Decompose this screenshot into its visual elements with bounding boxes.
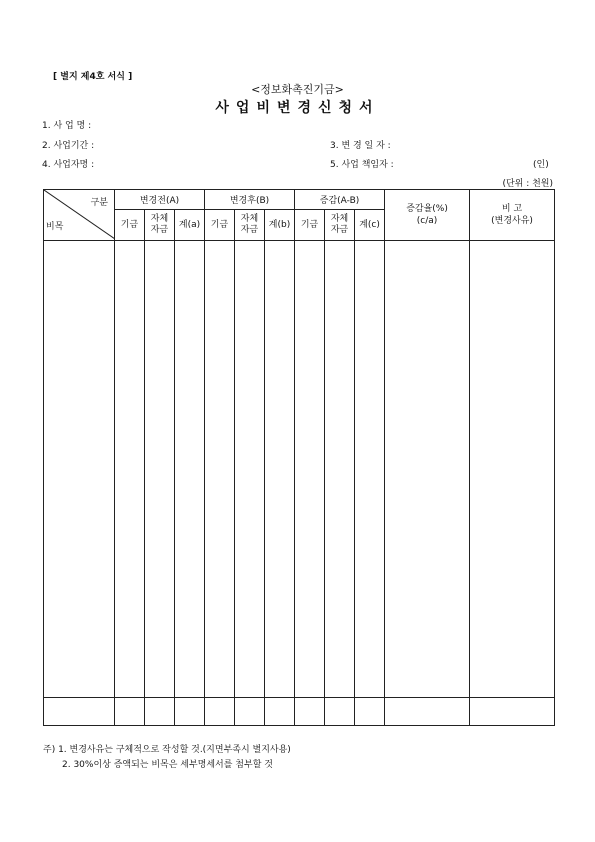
- rate-header: 증감율(%) (c/a): [385, 190, 470, 241]
- document-title: 사업비변경신청서: [215, 100, 380, 116]
- expense-item-label: 비목: [46, 222, 64, 232]
- budget-change-table: [43, 189, 555, 726]
- sub-header-total: 계(c): [355, 210, 385, 241]
- sub-header-fund: 기금: [115, 210, 145, 241]
- note-line-2: 2. 30%이상 증액되는 비목은 세부명세서를 첨부할 것: [62, 760, 273, 770]
- sub-header-own-funds: 자체 자금: [235, 210, 265, 241]
- sub-header-total: 계(b): [265, 210, 295, 241]
- sub-header-fund: 기금: [295, 210, 325, 241]
- field-change-date: 3. 변 경 일 자 :: [330, 141, 391, 151]
- field-project-period: 2. 사업기간 :: [42, 141, 95, 151]
- sub-header-own-funds: 자체 자금: [145, 210, 175, 241]
- group-header-after: 변경후(B): [205, 190, 295, 210]
- form-label: [ 별지 제4호 서식 ]: [53, 72, 133, 82]
- group-header-diff: 증감(A-B): [295, 190, 385, 210]
- sub-header-fund: 기금: [205, 210, 235, 241]
- unit-label: (단위 : 천원): [502, 179, 553, 189]
- sub-header-total: 계(a): [175, 210, 205, 241]
- diagonal-header-cell: [44, 190, 115, 241]
- table-body-row: [44, 241, 555, 698]
- note-line-1: 주) 1. 변경사유는 구체적으로 작성할 것.(지면부족시 별지사용): [43, 745, 291, 755]
- field-operator-name: 4. 사업자명 :: [42, 160, 95, 170]
- fund-name: <정보화촉진기금>: [251, 83, 344, 96]
- field-project-name: 1. 사 업 명 :: [42, 121, 92, 131]
- remarks-header: 비 고 (변경사유): [470, 190, 555, 241]
- group-header-before: 변경전(A): [115, 190, 205, 210]
- seal-mark: (인): [533, 160, 549, 170]
- table-total-row: [44, 698, 555, 726]
- category-label: 구분: [90, 198, 108, 208]
- field-project-manager: 5. 사업 책임자 :: [330, 160, 394, 170]
- sub-header-own-funds: 자체 자금: [325, 210, 355, 241]
